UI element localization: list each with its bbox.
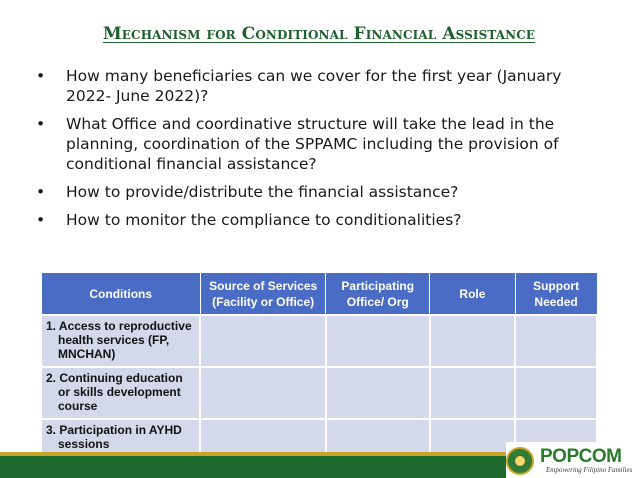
bullet-text: What Office and coordinative structure will take the lead in the planning, coordination of the SPPAMC including the provision of conditional financial assistance?: [66, 115, 559, 173]
role-cell[interactable]: [430, 419, 516, 456]
footer-green-bar: [0, 456, 506, 478]
bullet-text: How to monitor the compliance to conditionalities?: [66, 211, 462, 229]
condition-cell: [41, 315, 200, 367]
role-cell[interactable]: [430, 367, 516, 419]
bullet-icon: •: [36, 115, 46, 133]
slide-title: Mechanism for Conditional Financial Assistance: [102, 24, 536, 44]
table-row: [41, 315, 597, 367]
table-header-row: [41, 273, 597, 316]
header-source: Source of Services (Facility or Office): [200, 273, 325, 316]
bullet-item: [36, 210, 596, 230]
logo-tagline: Empowering Filipino Families: [546, 466, 633, 474]
table-row: [41, 367, 597, 419]
condition-cell: [41, 419, 200, 456]
source-cell[interactable]: [200, 419, 325, 456]
header-conditions: Conditions: [41, 273, 200, 316]
participating-cell[interactable]: [326, 367, 430, 419]
condition-label: 1. Access to reproductive health services (FP, MNCHAN): [46, 319, 192, 361]
bullet-icon: •: [36, 183, 46, 201]
seal-icon: [506, 447, 534, 475]
bullet-text: How many beneficiaries can we cover for the first year (January 2022- June 2022)?: [66, 67, 562, 105]
source-cell[interactable]: [200, 315, 325, 367]
bullet-text: How to provide/distribute the financial assistance?: [66, 183, 459, 201]
header-support: Support Needed: [515, 273, 597, 316]
bullet-item: [36, 66, 596, 106]
condition-label: 3. Participation in AYHD sessions: [46, 423, 182, 451]
conditions-table: [40, 272, 598, 457]
bullet-item: [36, 182, 596, 202]
participating-cell[interactable]: [326, 315, 430, 367]
role-cell[interactable]: [430, 315, 516, 367]
seal-center: [515, 456, 525, 466]
participating-cell[interactable]: [326, 419, 430, 456]
bullet-list: [36, 66, 596, 238]
support-cell[interactable]: [515, 315, 597, 367]
condition-label: 2. Continuing education or skills development course: [46, 371, 183, 413]
bullet-item: [36, 114, 596, 174]
header-role: Role: [430, 273, 516, 316]
bullet-icon: •: [36, 67, 46, 85]
popcom-logo: POPCOM: [540, 446, 622, 467]
bullet-icon: •: [36, 211, 46, 229]
header-participating: Participating Office/ Org: [326, 273, 430, 316]
condition-cell: [41, 367, 200, 419]
source-cell[interactable]: [200, 367, 325, 419]
support-cell[interactable]: [515, 367, 597, 419]
